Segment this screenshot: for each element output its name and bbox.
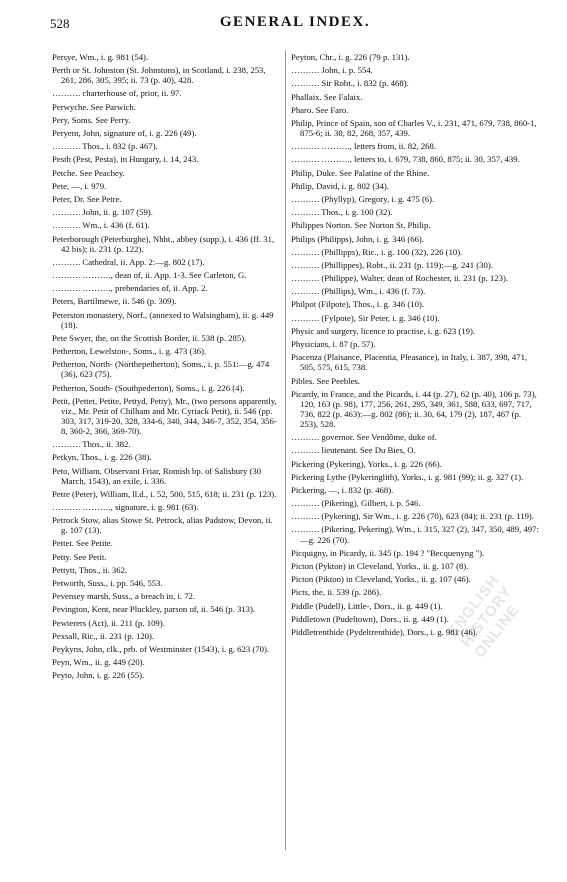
- index-entry: ………. Cathedral, ii. App. 2:—g. 802 (17).: [52, 256, 205, 267]
- index-entry: Pery, Soms. See Perry.: [52, 114, 131, 125]
- index-entry: Pickering, —, i. 832 (p. 468).: [291, 484, 394, 495]
- index-entry: ………. Wm., i. 436 (f. 61).: [52, 220, 150, 231]
- index-entry: ………. (Pikering), Gilbert, i. p. 546.: [291, 498, 421, 509]
- index-entry: ………. governor. See Vendôme, duke of.: [291, 432, 437, 443]
- index-entry: Philips (Philipps), John, i. g. 346 (66).: [291, 233, 424, 244]
- index-entry: Peters, Bartilmewe, ii. 546 (p. 309).: [52, 296, 177, 307]
- index-entry: Picts, the, ii. 539 (p. 286).: [291, 587, 382, 598]
- index-entry: ………. Thos., i. 832 (p. 467).: [52, 141, 158, 152]
- index-entry: Petherton, North- (Northepetherton), Soms., i. p. 551:—g. 474 (36), 623 (75).: [52, 359, 270, 380]
- index-entry: Pettytt, Thos., ii. 362.: [52, 564, 128, 575]
- index-entry: ………. John, ii. g. 107 (59).: [52, 207, 153, 218]
- index-entry: Peterborough (Peterburghe), Nhht., abbey (supp.), i. 436 (ff. 31, 42 bis); ii. 231 (p. 122).: [52, 233, 275, 254]
- index-entry: Pete, —, i. 979.: [52, 180, 107, 191]
- index-entry: ………. ………., dean of, ii. App. 1-3. See Carleton, G.: [52, 270, 247, 280]
- index-entry: Peyto, John, i. g. 226 (55).: [52, 670, 145, 681]
- index-entry: Philippes Norton. See Norton St. Philip.: [291, 220, 431, 231]
- index-entry: Petherton, South- (Southpederton), Soms., i. g. 226 (4).: [52, 382, 245, 393]
- index-entry: Peterston monastery, Norf., (annexed to Walsingham), ii. g. 449 (18).: [52, 309, 274, 330]
- index-entry: Perth or St. Johnston (St. Johnstons), in Scotland, i. 238, 253, 261, 286, 305, 395; ii. 73 (p. 40), 428.: [52, 65, 266, 86]
- index-entry: Philip, Duke. See Palatine of the Rhine.: [291, 167, 430, 178]
- index-entry: Petit, (Pettet, Petite, Pettyd, Petty), Mr., (two persons apparently, viz., Mr. Petit of Chilham and Mr. Cyriack Petit), ii. 546 (pp. 303, 317, 319-20, 328, 334-6, 340, 344, 346-7, 352, 354, 356-8, 360-2, 366, 369-70).: [52, 395, 277, 436]
- index-entry: Peyton, Chr., i. g. 226 (79 p. 131).: [291, 52, 410, 62]
- index-entry: Piacenza (Plaisance, Placentia, Pleasance), in Italy, i. 387, 398, 471, 505, 575, 615, 738.: [291, 352, 528, 373]
- index-entry: Pickering (Pykering), Yorks., i. g. 226 (66).: [291, 458, 442, 469]
- index-entry: Pete Swyer, the, on the Scottish Border, ii. 538 (p. 285).: [52, 332, 247, 343]
- index-entry: Petrock Stow, alias Stowe St. Petrock, alias Padstow, Devon, ii. g. 107 (13).: [52, 515, 273, 536]
- index-column-left: [52, 52, 277, 684]
- page-number: 528: [50, 16, 70, 31]
- index-entry: ………. ………., letters from, ii. 82, 268.: [291, 141, 437, 152]
- index-entry: Picquigny, in Picardy, ii. 345 (p. 194 ? "Becquenyng ").: [291, 547, 485, 558]
- index-entry: Pesth (Pest, Pesta), in Hungary, i. 14, 243.: [52, 154, 199, 165]
- index-entry: ………. Thos., ii. 382.: [52, 439, 131, 450]
- index-entry: Petty. See Petit.: [52, 551, 107, 562]
- index-entry: Peykyns, John, clk., prb. of Westminster (1543), i. g. 623 (70).: [52, 643, 270, 654]
- index-entry: Piddletrenthide (Pydeltrenthide), Dors., i. g. 981 (46).: [291, 626, 478, 637]
- index-entry: ………. lieutenant. See Du Bies, O.: [291, 445, 416, 456]
- column-divider: [285, 50, 286, 850]
- index-entry: Philpot (Filpote), Thos., i. g. 346 (10).: [291, 299, 425, 310]
- index-entry: Pexsall, Ric., ii. 231 (p. 120).: [52, 630, 155, 641]
- index-entry: Pevington, Kent, near Pluckley, parson of, ii. 546 (p. 313).: [52, 604, 256, 615]
- page-title: GENERAL INDEX.: [219, 14, 371, 30]
- index-entry: Philip, Prince of Spain, son of Charles V., i. 231, 471, 679, 738, 860-1, 875-6; ii. 30, 82, 268, 357, 439.: [291, 117, 537, 139]
- index-entry: Pettet. See Petite.: [52, 538, 113, 549]
- index-entry: Pharo. See Faro.: [291, 104, 349, 115]
- index-entry: ………. Sir Robt., i. 832 (p. 468).: [291, 78, 409, 89]
- index-entry: Peter, Dr. See Petre.: [52, 193, 122, 204]
- index-entry: Petche. See Peachey.: [52, 167, 125, 178]
- index-column-right: [291, 52, 539, 640]
- index-entry: Perwyche. See Parwich.: [52, 101, 136, 112]
- index-entry: Petkyn, Thos., i. g. 226 (38).: [52, 452, 152, 463]
- index-entry: ………. (Pikering, Pekering), Wm., i. 315, 327 (2), 347, 350, 489, 497:—g. 226 (70).: [291, 524, 539, 545]
- index-entry: ………. (Phillipps), Ric., i. g. 100 (32), 226 (10).: [291, 246, 463, 257]
- index-entry: Picton (Pykton) in Cleveland, Yorks., ii. g. 107 (8).: [291, 560, 469, 571]
- index-entry: Petworth, Suss., i. pp. 546, 553.: [52, 578, 163, 589]
- index-entry: Piddle (Pudell), Little-, Dors., ii. g. 449 (1).: [291, 600, 443, 611]
- index-entry: ………. (Phillippes), Robt., ii. 231 (p. 119):—g. 241 (30).: [291, 259, 493, 270]
- index-entry: Philip, David, i. g. 802 (34).: [291, 180, 389, 191]
- index-entry: Pewterers (Act), ii. 211 (p. 109).: [52, 617, 165, 628]
- index-entry: ………. (Pykering), Sir Wm., i. g. 226 (70), 623 (84); ii. 231 (p. 119).: [291, 511, 534, 522]
- index-entry: Picton (Pikton) in Cleveland, Yorks., ii. g. 107 (46).: [291, 574, 471, 585]
- index-entry: ………. John, i. p. 554.: [291, 65, 373, 76]
- index-entry: ………. ………., letters to, i. 679, 738, 860, 875; ii. 30, 357, 439.: [291, 154, 520, 165]
- index-entry: ………. (Fylpote), Sir Peter, i. g. 346 (10).: [291, 312, 440, 323]
- index-entry: ………. (Philippe), Walter, dean of Rochester, ii. 231 (p. 123).: [291, 273, 509, 284]
- index-entry: Physicians, i. 87 (p. 57).: [291, 339, 376, 350]
- index-entry: Petre (Peter), William, ll.d., i. 52, 500, 515, 618; ii. 231 (p. 123).: [52, 488, 277, 499]
- index-entry: Peto, William, Observant Friar, Romish bp. of Salisbury (30 March, 1543), an exile, i. 336.: [52, 465, 262, 486]
- index-entry: ………. (Phillips), Wm., i. 436 (f. 73).: [291, 286, 426, 297]
- index-entry: ………. ………., prebendaries of, ii. App. 2.: [52, 283, 208, 294]
- index-entry: Picardy, in France, and the Picards, i. 44 (p. 27), 62 (p. 40), 106 p. 73), 120, 163 (p. 98), 177, 256, 261, 295, 349, 361, 588, 633, 697, 717, 736, 822 (p. 463):—g. 802 (86); ii. 30, 64, 179 (2), 187, 467 (p. 253), 528.: [291, 388, 537, 429]
- index-entry: Pibles. See Peebles.: [291, 375, 361, 386]
- index-entry: Piddletown (Pudeltown), Dors., ii. g. 449 (1).: [291, 613, 449, 624]
- page-header: [50, 14, 540, 36]
- index-entry: ………. Thos., i. g. 100 (32).: [291, 207, 393, 218]
- index-entry: ………. ………., signature, i. g. 981 (63).: [52, 502, 199, 512]
- index-entry: ………. (Phyllyp), Gregory, i. g. 475 (6).: [291, 193, 435, 204]
- index-entry: Persye, Wm., i. g. 981 (54).: [52, 52, 149, 62]
- index-entry: ………. charterhouse of, prior, ii. 97.: [52, 88, 182, 99]
- watermark: ENGLISH HISTORY ONLINE: [444, 571, 524, 662]
- index-entry: Physic and surgery, licence to practise, i. g. 623 (19).: [291, 325, 476, 336]
- index-entry: Peyn, Wm., ii. g. 449 (20).: [52, 657, 145, 668]
- index-entry: Petherton, Lewelston-, Soms., i. g. 473 (36).: [52, 346, 207, 357]
- index-entry: Peryent, John, signature of, i. g. 226 (49).: [52, 128, 197, 139]
- index-entry: Phallaix. See Falaix.: [291, 91, 363, 102]
- index-entry: Pickering Lythe (Pykeringlith), Yorks., i. g. 981 (99); ii. g. 327 (1).: [291, 471, 524, 482]
- index-entry: Pevensey marsh, Suss., a breach in, i. 72.: [52, 591, 196, 602]
